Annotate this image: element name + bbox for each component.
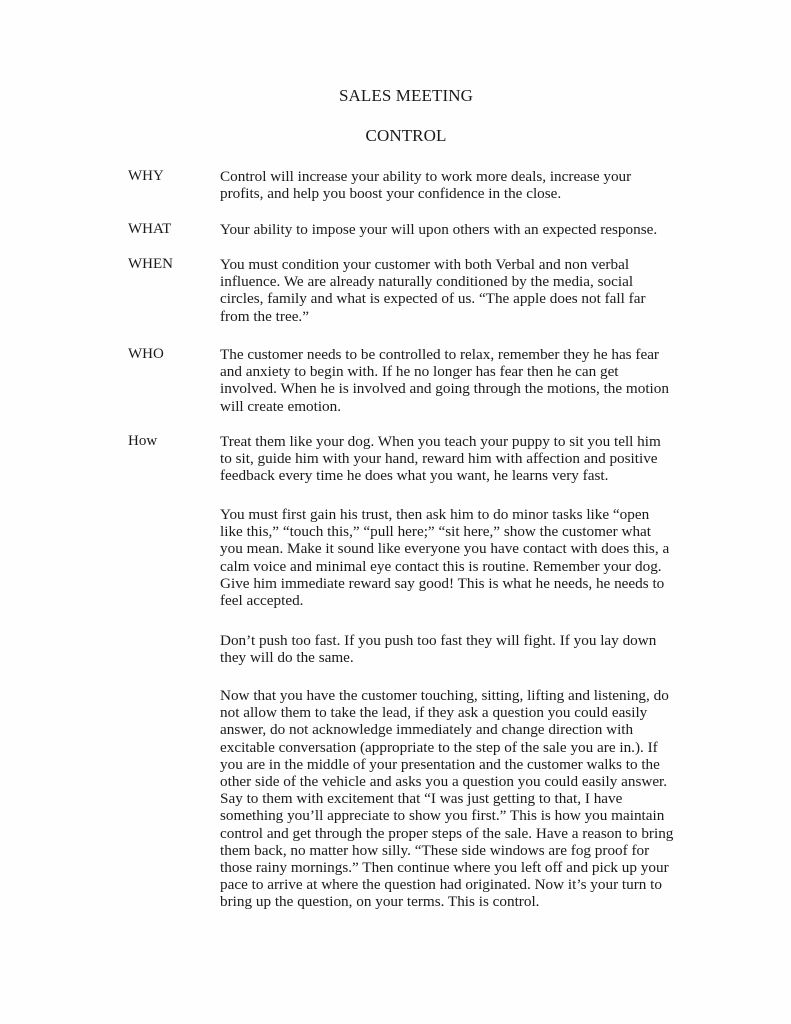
section-label-how: How [128, 433, 158, 449]
document-title: SALES MEETING [339, 86, 473, 105]
section-how-paragraph-4: Now that you have the customer touching, sitting, lifting and listening, do not allow them to take the lead, if they ask a question you could easily answer, do not acknowledge immediately and change direction with excitable conversation (appropriate to the step of the sale you are in.). If you are in the middle of your presentation and the customer walks to the other side of the vehicle and asks you a question you could easily answer. Say to them with excitement that “I was just getting to that, I have something you’ll appreciate to show you first.” This is how you maintain control and get through the proper steps of the sale. Have a reason to bring them back, no matter how silly. “These side windows are fog proof for those rainy mornings.” Then continue where you left off and pick up your pace to arrive at where the question had originated. Now it’s your turn to bring up the question, on your terms. This is control. [220, 687, 674, 911]
section-who-paragraph-1: The customer needs to be controlled to relax, remember they he has fear and anxiety to begin with. If he no longer has fear then he can get involved. When he is involved and going through the motions, the motion will create emotion. [220, 346, 669, 415]
section-label-who: WHO [128, 346, 164, 362]
section-label-why: WHY [128, 168, 164, 184]
document-subtitle: CONTROL [365, 126, 447, 145]
section-what-paragraph-1: Your ability to impose your will upon others with an expected response. [220, 221, 658, 238]
section-how-paragraph-2: You must first gain his trust, then ask him to do minor tasks like “open like this,” “touch this,” “pull here;” “sit here,” show the customer what you mean. Make it sound like everyone you have contact with does this, a calm voice and minimal eye contact this is routine. Remember your dog. Give him immediate reward say good! This is what he needs, he needs to feel accepted. [220, 506, 670, 610]
section-label-when: WHEN [128, 256, 173, 272]
section-why-paragraph-1: Control will increase your ability to work more deals, increase your profits, and help you boost your confidence in the close. [220, 168, 632, 203]
section-label-what: WHAT [128, 221, 172, 237]
section-how-paragraph-1: Treat them like your dog. When you teach your puppy to sit you tell him to sit, guide him with your hand, reward him with affection and positive feedback every time he does what you want, he learns very fast. [220, 433, 661, 485]
section-how-paragraph-3: Don’t push too fast. If you push too fast they will fight. If you lay down they will do the same. [220, 632, 657, 667]
section-when-paragraph-1: You must condition your customer with both Verbal and non verbal influence. We are already naturally conditioned by the media, social circles, family and what is expected of us. “The apple does not fall far from the tree.” [220, 256, 646, 325]
